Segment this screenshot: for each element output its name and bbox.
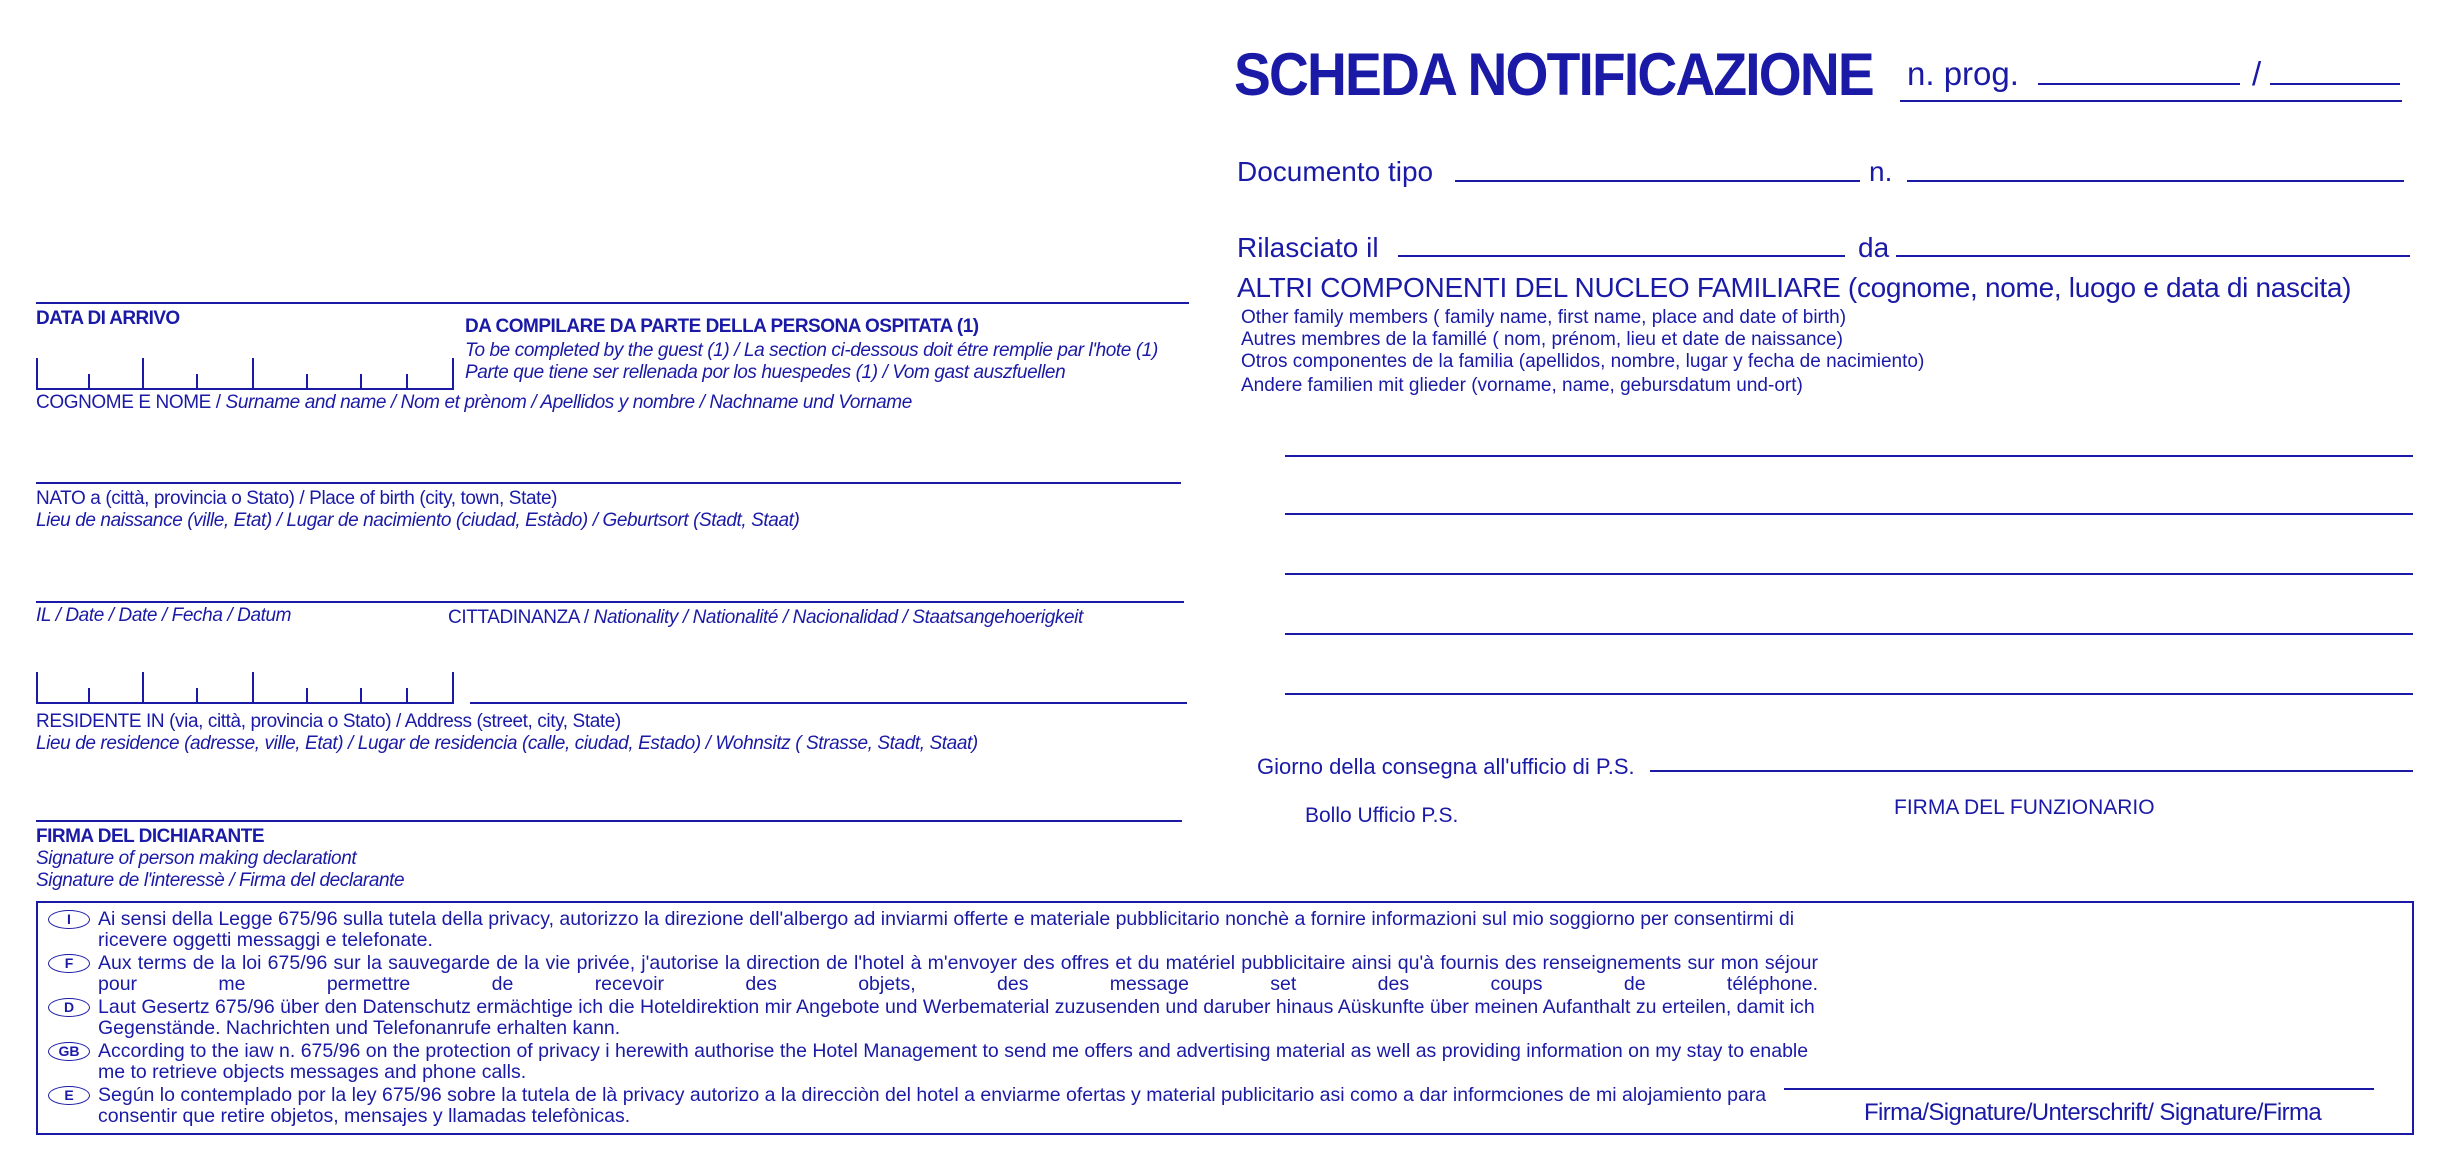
family-translation-en: Other family members ( family name, first name, place and date of birth) xyxy=(1241,307,1847,328)
citizenship-field[interactable] xyxy=(470,702,1187,704)
privacy-consent-box xyxy=(36,901,2414,1135)
arrival-date-boxes[interactable] xyxy=(36,358,454,390)
issued-by-field[interactable] xyxy=(1896,255,2410,257)
lang-badge-fr: F xyxy=(48,954,90,973)
consent-text-fr: Aux terms de la loi 675/96 sur la sauvegarde de la vie privée, j'autorise la direction de l'hotel à m'envoyer des offres et du matériel pubblicitaire ainsi qu'à fournis des renseignements sur mon séjour pour me permettre de recevoir des objets, des message set des coups de téléphone. xyxy=(98,952,1818,995)
citizenship-label xyxy=(448,607,1083,629)
lang-badge-it: I xyxy=(48,910,90,929)
official-signature-label: FIRMA DEL FUNZIONARIO xyxy=(1894,796,2155,819)
declarant-signature-translation-1: Signature of person making declarationt xyxy=(36,848,357,869)
family-translation-de: Andere familien mit glieder (vorname, name, gebursdatum und-ort) xyxy=(1241,375,1803,396)
consent-signature-label: Firma/Signature/Unterschrift/ Signature/Firma xyxy=(1864,1099,2322,1126)
consent-signature-field[interactable] xyxy=(1784,1088,2374,1090)
issued-date-label: Rilasciato il xyxy=(1237,232,1379,263)
consent-text-gb: According to the iaw n. 675/96 on the protection of privacy i herewith authorise the Hotel Management to send me offers and advertising material as well as providing information on my stay to enable me to retrieve objects messages and phone calls. xyxy=(98,1040,1809,1083)
family-member-line[interactable] xyxy=(1285,693,2413,695)
prog-separator: / xyxy=(2252,55,2262,92)
citizenship-label-it: CITTADINANZA / xyxy=(448,607,589,628)
name-label-it: COGNOME E NOME / xyxy=(36,392,221,413)
compile-line-1: To be completed by the guest (1) / La section ci-dessous doit étre remplie par l'hote (1) xyxy=(465,340,1158,361)
residence-label-translations: Lieu de residence (adresse, ville, Etat) / Lugar de residencia (calle, ciudad, Estado) / Wohnsitz ( Strasse, Stadt, Staat) xyxy=(36,733,978,754)
declarant-signature-translation-2: Signature de l'interessè / Firma del declarante xyxy=(36,870,405,891)
compile-heading: DA COMPILARE DA PARTE DELLA PERSONA OSPITATA (1) xyxy=(465,316,979,337)
arrival-date-label: DATA DI ARRIVO xyxy=(36,308,180,329)
doc-type-label: Documento tipo xyxy=(1237,156,1434,187)
doc-number-field[interactable] xyxy=(1907,180,2404,182)
form-title: SCHEDA NOTIFICAZIONE xyxy=(1234,41,1873,108)
name-field[interactable] xyxy=(36,482,1181,484)
birthplace-field[interactable] xyxy=(36,601,1184,603)
consent-text-de: Laut Gesertz 675/96 über den Datenschutz ermächtige ich die Hoteldirektion mir Angebote und Werbematerial zuzusenden und daruber hinaus Aüskunfte über meinen Aufanthalt zu erteilen, damit ich Gegenstände. Nachrichten und Telefonanrufe erhalten kann. xyxy=(98,996,1815,1039)
name-label xyxy=(36,392,912,414)
consent-text-es: Según lo contemplado por la ley 675/96 sobre la tutela de là privacy autorizo a la direcciòn del hotel a enviarme ofertas y material publicitario asi como a dar informciones de mi alojamiento para consentir que retire objetos, mensajes y llamadas telefònicas. xyxy=(98,1084,1767,1127)
family-translation-es: Otros componentes de la familia (apellidos, nombre, lugar y fecha de nacimiento) xyxy=(1241,351,1925,372)
lang-badge-gb: GB xyxy=(48,1042,90,1061)
birthplace-label-translations: Lieu de naissance (ville, Etat) / Lugar de nacimiento (ciudad, Estàdo) / Geburtsort (Stadt, Staat) xyxy=(36,510,800,531)
prog-year-line[interactable] xyxy=(2270,83,2400,85)
family-member-line[interactable] xyxy=(1285,455,2413,457)
family-member-line[interactable] xyxy=(1285,633,2413,635)
lang-badge-de: D xyxy=(48,998,90,1017)
arrival-top-rule xyxy=(36,302,1189,304)
doc-number-label: n. xyxy=(1869,156,1893,187)
family-translation-fr: Autres membres de la famillé ( nom, prénom, lieu et date de naissance) xyxy=(1241,329,1843,350)
family-heading: ALTRI COMPONENTI DEL NUCLEO FAMILIARE (cognome, nome, luogo e data di nascita) xyxy=(1237,272,2352,303)
name-label-translations: Surname and name / Nom et prènom / Apellidos y nombre / Nachname und Vorname xyxy=(220,392,912,413)
residence-field[interactable] xyxy=(36,820,1182,822)
declarant-signature-label: FIRMA DEL DICHIARANTE xyxy=(36,826,265,847)
birth-date-label: IL / Date / Date / Fecha / Datum xyxy=(36,605,292,626)
family-member-line[interactable] xyxy=(1285,513,2413,515)
citizenship-label-translations: Nationality / Nationalité / Nacionalidad / Staatsangehoerigkeit xyxy=(588,607,1083,628)
birthplace-label: NATO a (città, provincia o Stato) / Place of birth (city, town, State) xyxy=(36,488,558,509)
title-underline xyxy=(1900,100,2402,102)
delivery-date-label: Giorno della consegna all'ufficio di P.S. xyxy=(1257,754,1635,779)
residence-label: RESIDENTE IN (via, città, provincia o Stato) / Address (street, city, State) xyxy=(36,711,621,732)
issued-date-field[interactable] xyxy=(1398,255,1845,257)
doc-type-field[interactable] xyxy=(1455,180,1860,182)
prog-number-line[interactable] xyxy=(2038,83,2240,85)
prog-number-label: n. prog. xyxy=(1907,55,2019,92)
police-stamp-label: Bollo Ufficio P.S. xyxy=(1305,804,1459,827)
lang-badge-es: E xyxy=(48,1086,90,1105)
birth-date-boxes[interactable] xyxy=(36,672,454,704)
issued-by-label: da xyxy=(1858,232,1890,263)
consent-text-it: Ai sensi della Legge 675/96 sulla tutela della privacy, autorizzo la direzione dell'albergo ad inviarmi offerte e materiale pubblicitario nonchè a fornire informazioni sul mio soggiorno per consentirmi di ricevere oggetti messaggi e telefonate. xyxy=(98,908,1795,951)
compile-line-2: Parte que tiene ser rellenada por los huespedes (1) / Vom gast auszfuellen xyxy=(465,362,1066,383)
family-member-line[interactable] xyxy=(1285,573,2413,575)
delivery-date-field[interactable] xyxy=(1650,770,2413,772)
